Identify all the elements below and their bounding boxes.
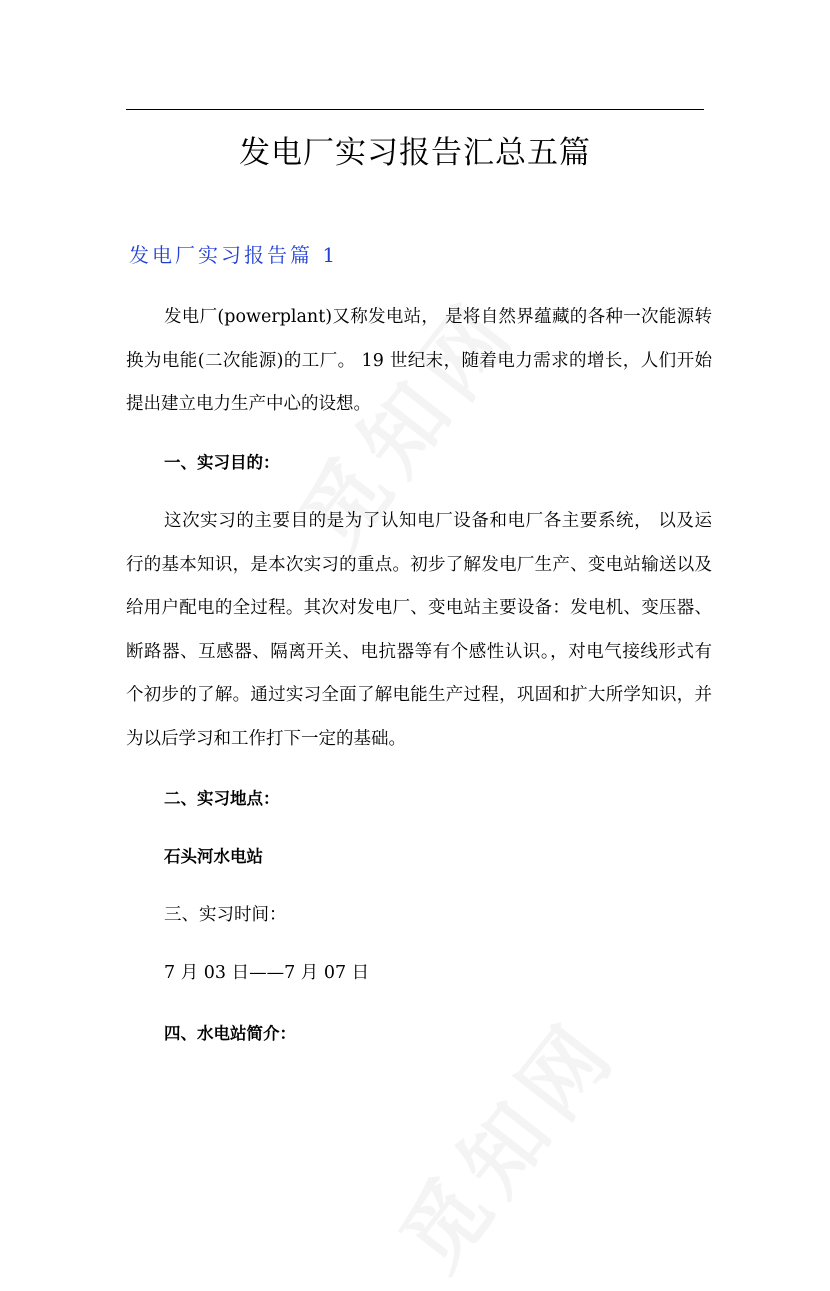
section-heading: 发电厂实习报告篇 1 xyxy=(129,243,339,267)
time-heading: 三、实习时间： xyxy=(164,905,287,925)
purpose-paragraph: 这次实习的主要目的是为了认知电厂设备和电厂各主要系统， 以及运行的基本知识，是本次实习的重点。初步了解发电厂生产、变电站输送以及给用户配电的全过程。其次对发电厂、变电站主要设备：发电机、变压器、断路器、互感器、隔离开关、电抗器等有个感性认识。，对电气接线形式有个初步的了解。通过实习全面了解电能生产过程，巩固和扩大所学知识，并为以后学习和工作打下一定的基础。 xyxy=(126,511,712,749)
document-title: 发电厂实习报告汇总五篇 xyxy=(239,135,591,171)
header-rule xyxy=(126,109,704,110)
plant-intro-heading: 四、水电站简介： xyxy=(164,1024,296,1043)
location-heading: 二、实习地点： xyxy=(164,789,280,808)
watermark xyxy=(368,990,641,1291)
purpose-heading: 一、实习目的： xyxy=(164,453,280,472)
location-value: 石头河水电站 xyxy=(164,847,263,866)
intro-paragraph: 发电厂(powerplant)又称发电站， 是将自然界蕴藏的各种一次能源转换为电能(二次能源)的工厂。 19 世纪末，随着电力需求的增长，人们开始提出建立电力生产中心的设想。 xyxy=(126,307,712,414)
time-value: 7 月 03 日——7 月 07 日 xyxy=(164,963,370,983)
